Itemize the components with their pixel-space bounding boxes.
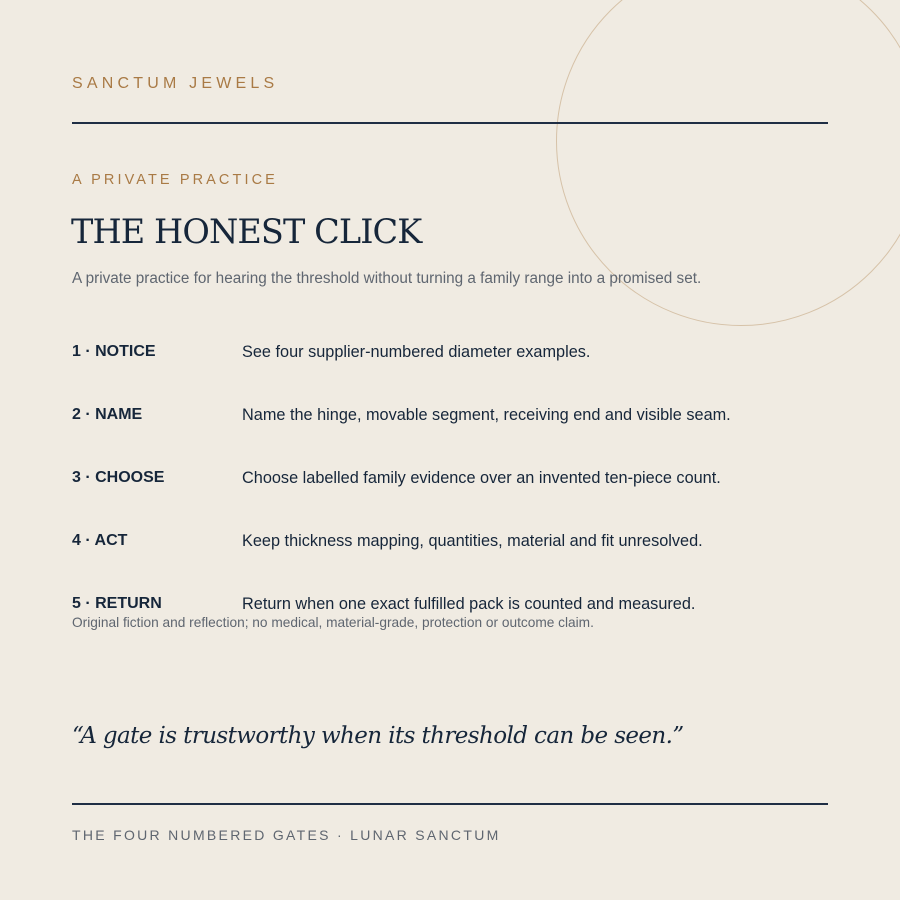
step-row	[72, 593, 828, 615]
brand-name: SANCTUM JEWELS	[72, 75, 279, 92]
step-label: 3 · CHOOSE	[72, 469, 165, 486]
pull-quote: “A gate is trustworthy when its threshold can be seen.”	[72, 723, 684, 749]
step-text: Choose labelled family evidence over an invented ten-piece count.	[242, 469, 721, 487]
step-row	[72, 467, 828, 489]
disclaimer-note: Original fiction and reflection; no medical, material-grade, protection or outcome claim.	[72, 615, 594, 630]
step-label: 5 · RETURN	[72, 595, 162, 612]
step-label: 4 · ACT	[72, 532, 128, 549]
step-row	[72, 530, 828, 552]
step-text: Return when one exact fulfilled pack is counted and measured.	[242, 595, 696, 613]
header-divider	[72, 122, 828, 124]
footer-divider	[72, 803, 828, 805]
page-subtitle: A private practice for hearing the threshold without turning a family range into a promised set.	[72, 270, 702, 287]
step-row	[72, 404, 828, 426]
step-text: Keep thickness mapping, quantities, material and fit unresolved.	[242, 532, 703, 550]
footer-text: THE FOUR NUMBERED GATES · LUNAR SANCTUM	[72, 827, 501, 843]
page-title: THE HONEST CLICK	[71, 212, 422, 251]
step-label: 1 · NOTICE	[72, 343, 156, 360]
eyebrow-label: A PRIVATE PRACTICE	[72, 172, 278, 188]
step-text: See four supplier-numbered diameter examples.	[242, 343, 591, 361]
step-label: 2 · NAME	[72, 406, 143, 423]
step-row	[72, 341, 828, 363]
step-text: Name the hinge, movable segment, receiving end and visible seam.	[242, 406, 731, 424]
